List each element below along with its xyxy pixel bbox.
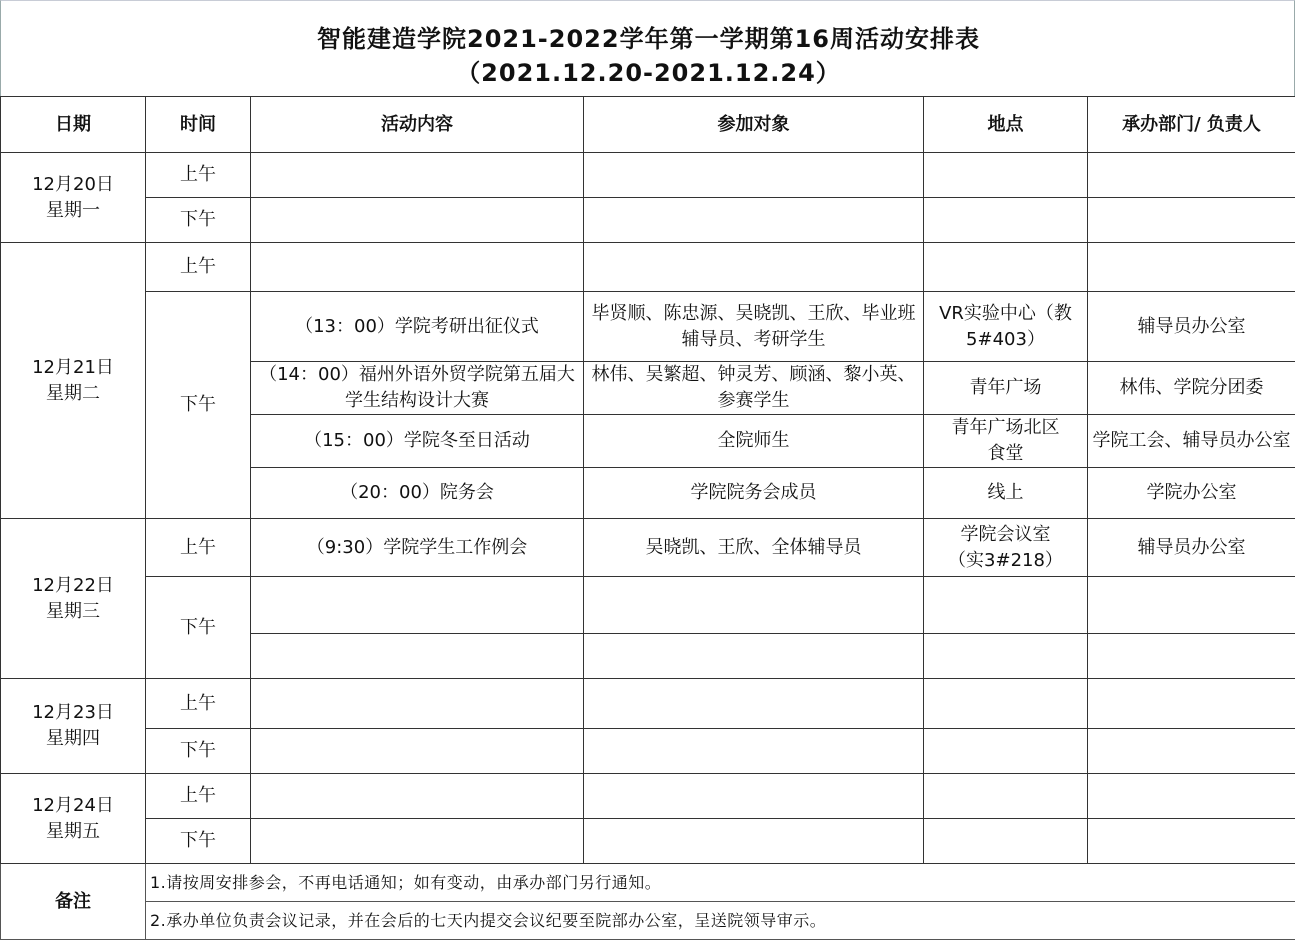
content-cell [251, 153, 584, 198]
date-label: 12月21日 [32, 357, 114, 378]
location-cell: VR实验中心（教5#403） [924, 292, 1088, 362]
table-row [1, 292, 1295, 362]
participants-cell: 学院院务会成员 [584, 468, 924, 519]
location-cell [924, 577, 1088, 634]
location-cell [924, 243, 1088, 292]
date-label: 12月20日 [32, 174, 114, 195]
participants-cell [584, 679, 924, 729]
note-item-2: 2.承办单位负责会议记录，并在会后的七天内提交会议纪要至院部办公室，呈送院领导审示。 [146, 902, 1295, 940]
header-date: 日期 [1, 97, 146, 153]
table-row [1, 243, 1295, 292]
participants-cell: 全院师生 [584, 415, 924, 468]
weekday-label: 星期一 [46, 200, 100, 221]
location-cell [924, 819, 1088, 864]
period-am: 上午 [146, 243, 251, 292]
period-am: 上午 [146, 679, 251, 729]
organizer-cell [1088, 729, 1295, 774]
location-cell: 学院会议室（实3#218） [924, 519, 1088, 577]
title-area [0, 0, 1295, 96]
content-cell: （20：00）院务会 [251, 468, 584, 519]
content-cell [251, 634, 584, 679]
weekday-label: 星期二 [46, 383, 100, 404]
header-location: 地点 [924, 97, 1088, 153]
location-cell [924, 774, 1088, 819]
content-cell [251, 729, 584, 774]
content-cell: （9:30）学院学生工作例会 [251, 519, 584, 577]
location-cell: 青年广场北区食堂 [924, 415, 1088, 468]
header-time: 时间 [146, 97, 251, 153]
note-item-1: 1.请按周安排参会，不再电话通知；如有变动，由承办部门另行通知。 [146, 864, 1295, 902]
header-content: 活动内容 [251, 97, 584, 153]
location-cell [924, 198, 1088, 243]
period-am: 上午 [146, 153, 251, 198]
table-row [1, 577, 1295, 634]
weekday-label: 星期五 [46, 821, 100, 842]
content-cell: （14：00）福州外语外贸学院第五届大学生结构设计大赛 [251, 362, 584, 415]
date-cell-thu [1, 679, 146, 774]
participants-cell [584, 153, 924, 198]
page-title: 智能建造学院2021-2022学年第一学期第16周活动安排表 [1, 19, 1295, 54]
organizer-cell [1088, 577, 1295, 634]
organizer-cell [1088, 819, 1295, 864]
table-row [1, 774, 1295, 819]
date-cell-mon [1, 153, 146, 243]
participants-cell [584, 577, 924, 634]
notes-row [1, 902, 1295, 940]
participants-cell [584, 819, 924, 864]
date-label: 12月23日 [32, 702, 114, 723]
content-cell [251, 819, 584, 864]
content-cell: （13：00）学院考研出征仪式 [251, 292, 584, 362]
organizer-cell [1088, 198, 1295, 243]
location-cell [924, 153, 1088, 198]
participants-cell [584, 198, 924, 243]
weekday-label: 星期三 [46, 601, 100, 622]
organizer-cell [1088, 634, 1295, 679]
table-row [1, 679, 1295, 729]
period-pm: 下午 [146, 198, 251, 243]
period-am: 上午 [146, 519, 251, 577]
participants-cell [584, 243, 924, 292]
organizer-cell: 学院办公室 [1088, 468, 1295, 519]
content-cell [251, 198, 584, 243]
date-cell-tue [1, 243, 146, 519]
location-cell [924, 729, 1088, 774]
date-cell-fri [1, 774, 146, 864]
table-row [1, 153, 1295, 198]
notes-label: 备注 [1, 864, 146, 940]
content-cell [251, 577, 584, 634]
participants-cell: 毕贤顺、陈忠源、吴晓凯、王欣、毕业班辅导员、考研学生 [584, 292, 924, 362]
weekday-label: 星期四 [46, 728, 100, 749]
schedule-table [0, 96, 1295, 940]
content-cell [251, 774, 584, 819]
period-am: 上午 [146, 774, 251, 819]
organizer-cell [1088, 774, 1295, 819]
date-cell-wed [1, 519, 146, 679]
period-pm: 下午 [146, 729, 251, 774]
period-pm: 下午 [146, 577, 251, 679]
location-cell [924, 679, 1088, 729]
date-label: 12月22日 [32, 575, 114, 596]
period-pm: 下午 [146, 819, 251, 864]
page-subtitle-date-range: （2021.12.20-2021.12.24） [1, 53, 1295, 88]
organizer-cell [1088, 153, 1295, 198]
table-row [1, 729, 1295, 774]
organizer-cell: 辅导员办公室 [1088, 519, 1295, 577]
location-cell: 青年广场 [924, 362, 1088, 415]
content-cell [251, 243, 584, 292]
participants-cell [584, 774, 924, 819]
organizer-cell: 林伟、学院分团委 [1088, 362, 1295, 415]
period-pm: 下午 [146, 292, 251, 519]
organizer-cell: 辅导员办公室 [1088, 292, 1295, 362]
header-participants: 参加对象 [584, 97, 924, 153]
header-row [1, 97, 1295, 153]
location-cell: 线上 [924, 468, 1088, 519]
location-cell [924, 634, 1088, 679]
organizer-cell [1088, 679, 1295, 729]
participants-cell: 吴晓凯、王欣、全体辅导员 [584, 519, 924, 577]
organizer-cell [1088, 243, 1295, 292]
table-row [1, 519, 1295, 577]
table-row [1, 198, 1295, 243]
content-cell [251, 679, 584, 729]
notes-row [1, 864, 1295, 902]
header-organizer: 承办部门/ 负责人 [1088, 97, 1295, 153]
organizer-cell: 学院工会、辅导员办公室 [1088, 415, 1295, 468]
participants-cell [584, 634, 924, 679]
participants-cell: 林伟、吴繁超、钟灵芳、顾涵、黎小英、参赛学生 [584, 362, 924, 415]
date-label: 12月24日 [32, 795, 114, 816]
table-row [1, 819, 1295, 864]
content-cell: （15：00）学院冬至日活动 [251, 415, 584, 468]
participants-cell [584, 729, 924, 774]
